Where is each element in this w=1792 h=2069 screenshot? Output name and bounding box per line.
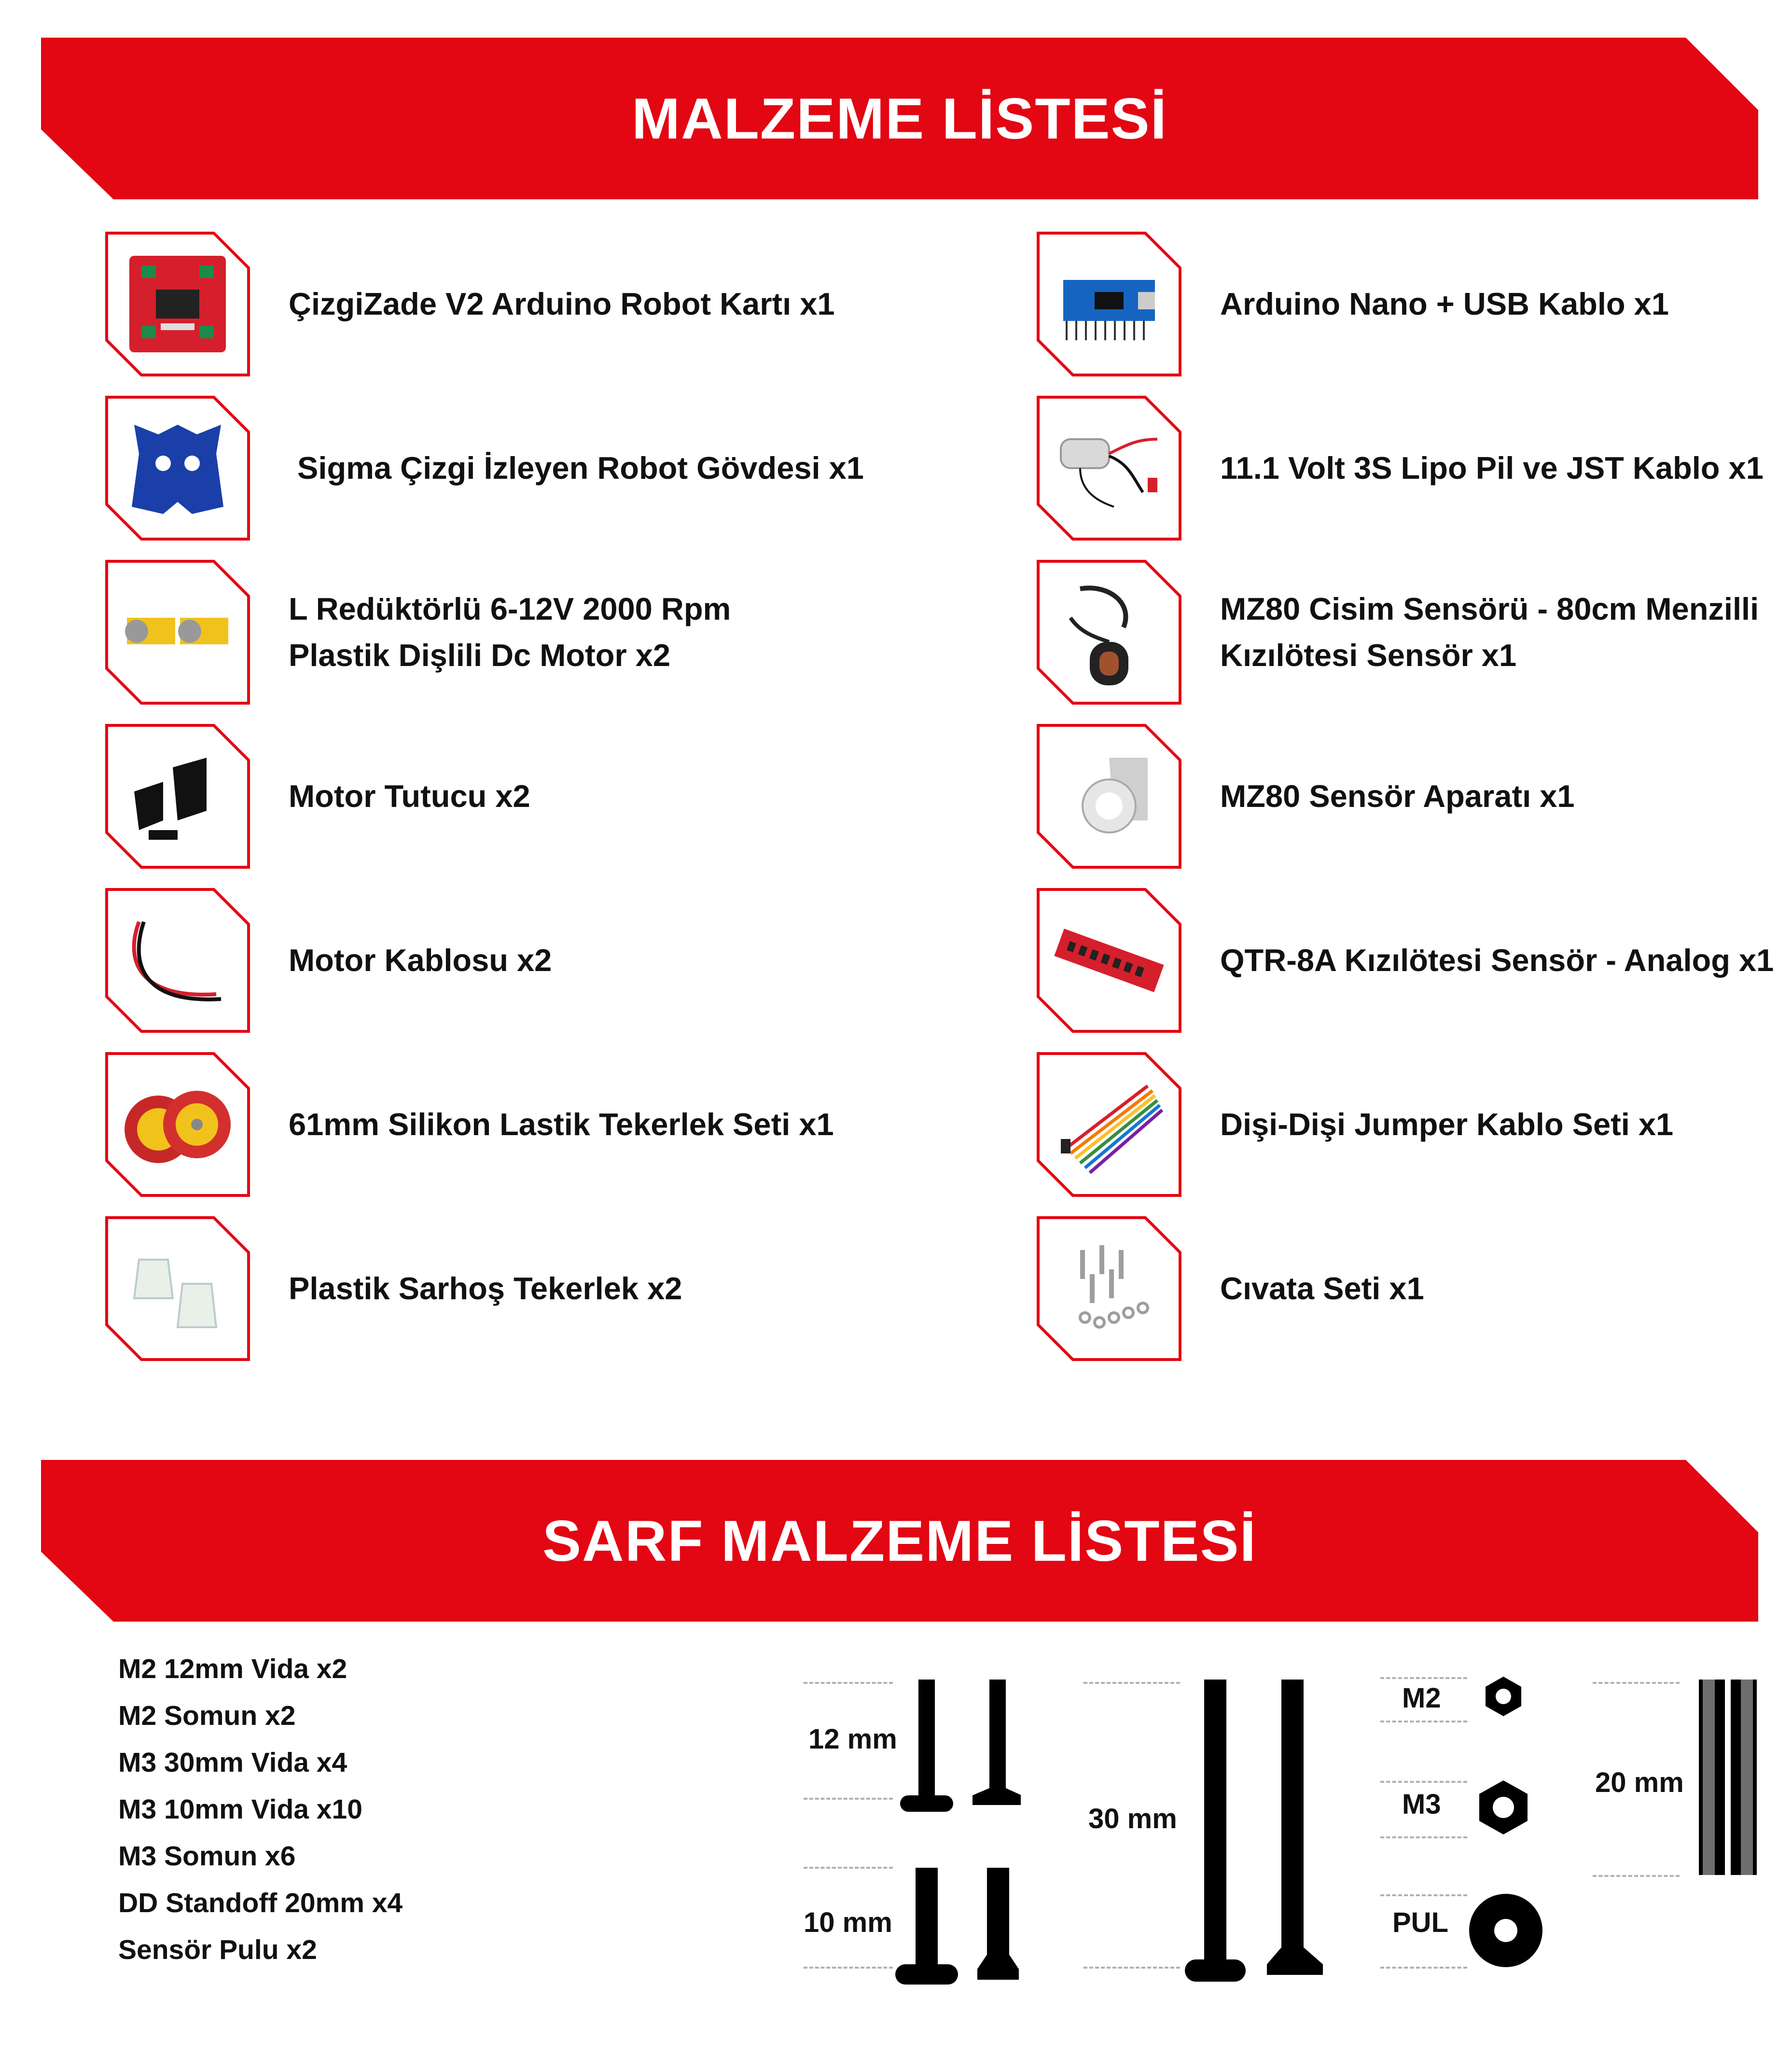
- item-label-line1: Motor Kablosu x2: [289, 943, 552, 978]
- item-label: [289, 232, 988, 376]
- dimension-label-20mm: 20 mm: [1595, 1767, 1684, 1798]
- m2-12mm-screw-icon: [895, 1680, 1021, 1819]
- item-label: [289, 1216, 988, 1361]
- consumables-list: [118, 1646, 403, 1973]
- item-label-line1: Plastik Sarhoş Tekerlek x2: [289, 1271, 682, 1306]
- dimension-label-30mm: 30 mm: [1088, 1803, 1177, 1834]
- dimension-line: [1380, 1721, 1467, 1722]
- dimension-line: [1084, 1682, 1180, 1684]
- robot-chassis-icon: [120, 410, 236, 526]
- list-item: [1037, 1052, 1792, 1197]
- item-thumbnail: [105, 1052, 250, 1197]
- dimension-line: [804, 1867, 893, 1869]
- dimension-line: [804, 1967, 893, 1969]
- item-thumbnail: [1037, 1216, 1181, 1361]
- list-item: [1037, 1216, 1792, 1361]
- item-label: [289, 888, 988, 1033]
- arduino-nano-icon: [1051, 246, 1167, 362]
- item-label-line1: MZ80 Sensör Aparatı x1: [1220, 778, 1575, 814]
- list-item: [1037, 724, 1792, 869]
- item-label: [1220, 232, 1792, 376]
- item-label-line1: Dişi-Dişi Jumper Kablo Seti x1: [1220, 1107, 1674, 1142]
- dimension-line: [1380, 1894, 1467, 1896]
- standoff-icon: [1699, 1680, 1757, 1875]
- consumables-title: SARF MALZEME LİSTESİ: [542, 1508, 1257, 1573]
- list-item: [105, 396, 974, 541]
- m3-10mm-screw-icon: [895, 1868, 1021, 1988]
- list-item: [105, 724, 974, 869]
- item-label-line1: L Redüktörlü 6-12V 2000 Rpm: [289, 591, 731, 626]
- m2-nut-icon: [1482, 1675, 1525, 1718]
- item-label-line1: Arduino Nano + USB Kablo x1: [1220, 286, 1669, 321]
- item-label-line1: 11.1 Volt 3S Lipo Pil ve JST Kablo x1: [1220, 450, 1764, 486]
- section-banner: [41, 38, 1758, 199]
- m3-30mm-screw-icon: [1185, 1680, 1330, 1993]
- item-thumbnail: [105, 724, 250, 869]
- item-label: [1220, 396, 1792, 541]
- item-thumbnail: [1037, 232, 1181, 376]
- item-thumbnail: [105, 232, 250, 376]
- washer-icon: [1467, 1892, 1544, 1969]
- lipo-battery-icon: [1051, 410, 1167, 526]
- dimension-line: [1380, 1836, 1467, 1838]
- item-thumbnail: [1037, 396, 1181, 541]
- item-label-line2: Kızılötesi Sensör x1: [1220, 638, 1517, 673]
- m3-nut-icon: [1474, 1778, 1532, 1836]
- caster-wheel-icon: [120, 1231, 236, 1347]
- motor-cable-icon: [120, 903, 236, 1018]
- item-thumbnail: [1037, 560, 1181, 705]
- list-item: [1037, 888, 1792, 1033]
- dimension-label-12mm: 12 mm: [808, 1723, 897, 1755]
- mz80-sensor-icon: [1051, 574, 1167, 690]
- dimension-line: [1593, 1875, 1680, 1877]
- item-label: [289, 1052, 988, 1197]
- list-item: [1037, 232, 1792, 376]
- list-item: DD Standoff 20mm x4: [118, 1888, 403, 1918]
- motor-bracket-icon: [120, 738, 236, 854]
- item-label-line1: MZ80 Cisim Sensörü - 80cm Menzilli: [1220, 591, 1759, 626]
- jumper-cable-icon: [1051, 1067, 1167, 1182]
- bolt-set-icon: [1051, 1231, 1167, 1347]
- item-label: [289, 724, 988, 869]
- item-thumbnail: [1037, 724, 1181, 869]
- item-label: [1220, 560, 1792, 705]
- item-label: [289, 396, 988, 541]
- dimension-line: [804, 1682, 893, 1684]
- consumables-banner: [41, 1460, 1758, 1622]
- dimension-line: [1380, 1967, 1467, 1969]
- item-thumbnail: [1037, 888, 1181, 1033]
- qtr-sensor-icon: [1051, 903, 1167, 1018]
- nut-label-m3: M3: [1402, 1789, 1441, 1820]
- item-label: [1220, 888, 1792, 1033]
- dimension-line: [1380, 1677, 1467, 1679]
- washer-label: PUL: [1392, 1907, 1448, 1938]
- dimension-line: [1593, 1682, 1680, 1684]
- list-item: [105, 888, 974, 1033]
- wheel-icon: [120, 1067, 236, 1182]
- list-item: [105, 232, 974, 376]
- list-item: [105, 1052, 974, 1197]
- list-item: M3 10mm Vida x10: [118, 1794, 362, 1825]
- list-item: M2 12mm Vida x2: [118, 1653, 347, 1684]
- item-thumbnail: [105, 396, 250, 541]
- item-thumbnail: [1037, 1052, 1181, 1197]
- nut-label-m2: M2: [1402, 1682, 1441, 1714]
- item-thumbnail: [105, 1216, 250, 1361]
- item-label: [289, 560, 988, 705]
- sensor-bracket-icon: [1051, 738, 1167, 854]
- item-label-line1: Motor Tutucu x2: [289, 778, 530, 814]
- robot-board-icon: [120, 246, 236, 362]
- item-label: [1220, 1052, 1792, 1197]
- dimension-line: [804, 1798, 893, 1800]
- item-label: [1220, 1216, 1792, 1361]
- item-label-line1: QTR-8A Kızılötesi Sensör - Analog x1: [1220, 943, 1774, 978]
- dc-motor-icon: [120, 574, 236, 690]
- dimension-label-10mm: 10 mm: [804, 1907, 892, 1938]
- item-thumbnail: [105, 888, 250, 1033]
- item-label: [1220, 724, 1792, 869]
- item-label-line1: Cıvata Seti x1: [1220, 1271, 1424, 1306]
- list-item: M3 30mm Vida x4: [118, 1747, 347, 1778]
- list-item: [105, 1216, 974, 1361]
- list-item: Sensör Pulu x2: [118, 1934, 317, 1965]
- item-label-line1: 61mm Silikon Lastik Tekerlek Seti x1: [289, 1107, 834, 1142]
- item-label-line1: Sigma Çizgi İzleyen Robot Gövdesi x1: [289, 450, 864, 486]
- item-thumbnail: [105, 560, 250, 705]
- list-item: [105, 560, 974, 705]
- item-label-line1: ÇizgiZade V2 Arduino Robot Kartı x1: [289, 286, 835, 321]
- list-item: M3 Somun x6: [118, 1841, 296, 1872]
- dimension-line: [1084, 1967, 1180, 1969]
- list-item: [1037, 560, 1792, 705]
- list-item: M2 Somun x2: [118, 1700, 296, 1731]
- section-title: MALZEME LİSTESİ: [632, 86, 1167, 151]
- item-label-line2: Plastik Dişlili Dc Motor x2: [289, 638, 671, 673]
- list-item: [1037, 396, 1792, 541]
- dimension-line: [1380, 1781, 1467, 1783]
